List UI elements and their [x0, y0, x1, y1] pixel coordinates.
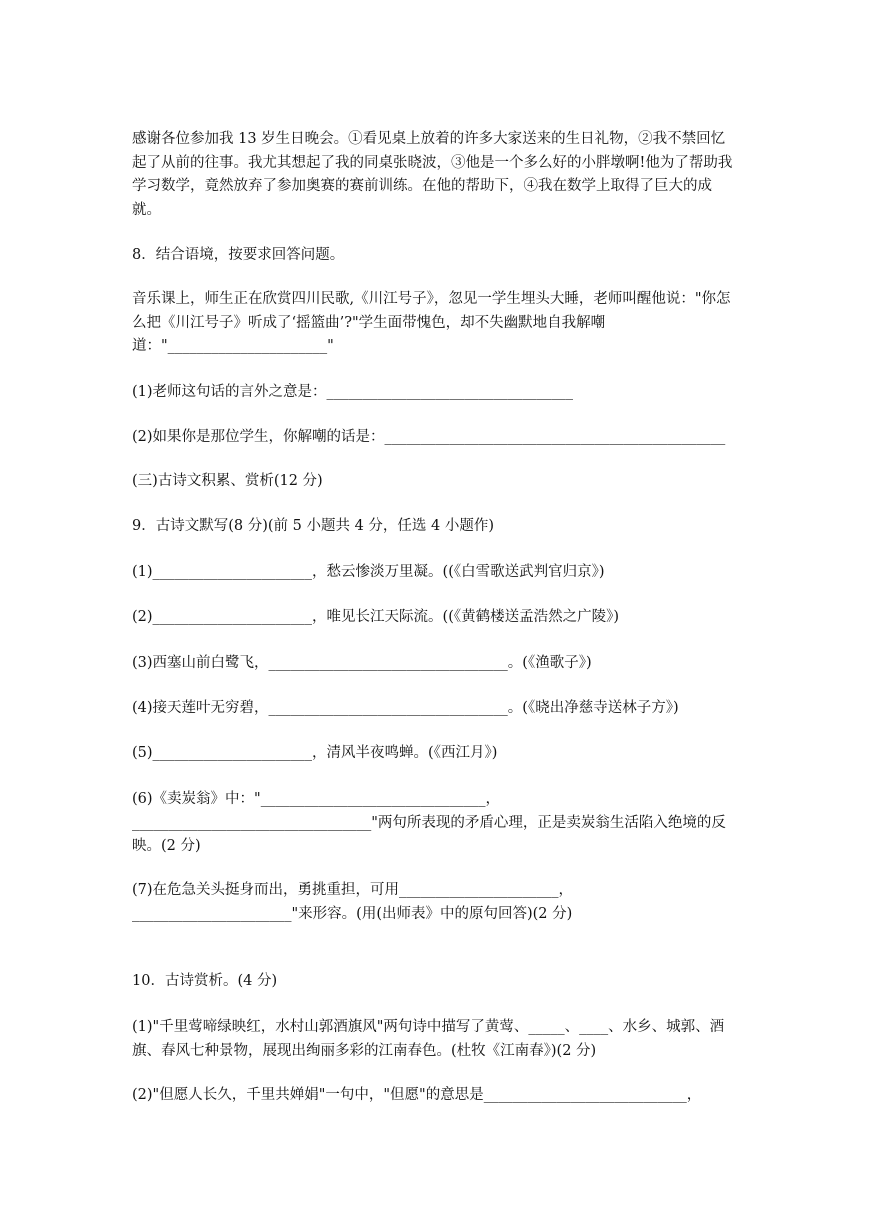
question-9-part-6: (6)《卖炭翁》中："_______________________________，_________________________________"两句所表现的矛盾心理，正是卖炭翁生活陷入绝境的反映。(2 分): [132, 791, 726, 854]
question-10-part-2: (2)"但愿人长久，千里共婵娟"一句中，"但愿"的意思是____________________________，: [132, 1087, 702, 1103]
question-10-title: 10．古诗赏析。(4 分): [132, 973, 278, 989]
question-8-part-1: (1)老师这句话的言外之意是：__________________________________: [132, 384, 574, 400]
question-9-part-3: (3)西塞山前白鹭飞，_________________________________。(《渔歌子》): [132, 655, 592, 671]
question-8-title: 8．结合语境，按要求回答问题。: [132, 247, 345, 263]
question-9-part-5: (5)______________________，清风半夜鸣蝉。(《西江月》): [132, 745, 498, 761]
question-8-part-2: (2)如果你是那位学生，你解嘲的话是：_______________________________________________: [132, 429, 726, 445]
question-8-context: 音乐课上，师生正在欣赏四川民歌,《川江号子》，忽见一学生埋头大睡，老师叫醒他说："你怎么把《川江号子》听成了‘摇篮曲’?"学生面带愧色，却不失幽默地自我解嘲道："______________________": [132, 291, 731, 354]
question-9-part-2: (2)______________________，唯见长江天际流。((《黄鹤楼送孟浩然之广陵》): [132, 609, 620, 625]
question-9-part-7: (7)在危急关头挺身而出，勇挑重担，可用______________________，______________________"来形容。(用(出师表》中的原句回答)(2 分): [132, 882, 574, 922]
question-10-part-1: (1)"千里莺啼绿映红，水村山郭酒旗风"两句诗中描写了黄莺、_____、____、水乡、城郭、酒旗、春风七种景物，展现出绚丽多彩的江南春色。(杜牧《江南春》)(2 分): [132, 1019, 725, 1059]
intro-paragraph: 感谢各位参加我 13 岁生日晚会。①看见桌上放着的许多大家送来的生日礼物，②我不禁回忆起了从前的往事。我尤其想起了我的同桌张晓波，③他是一个多么好的小胖墩啊!他为了帮助我学习数学，竟然放弃了参加奥赛的赛前训练。在他的帮助下，④我在数学上取得了巨大的成就。: [132, 131, 733, 218]
question-9-title: 9．古诗文默写(8 分)(前 5 小题共 4 分，任选 4 小题作): [132, 518, 495, 534]
question-9-part-4: (4)接天莲叶无穷碧，_________________________________。(《晓出净慈寺送林子方》): [132, 700, 679, 716]
question-9-part-1: (1)______________________，愁云惨淡万里凝。((《白雪歌送武判官归京》): [132, 564, 605, 580]
section-3-heading: (三)古诗文积累、赏析(12 分): [132, 473, 323, 489]
